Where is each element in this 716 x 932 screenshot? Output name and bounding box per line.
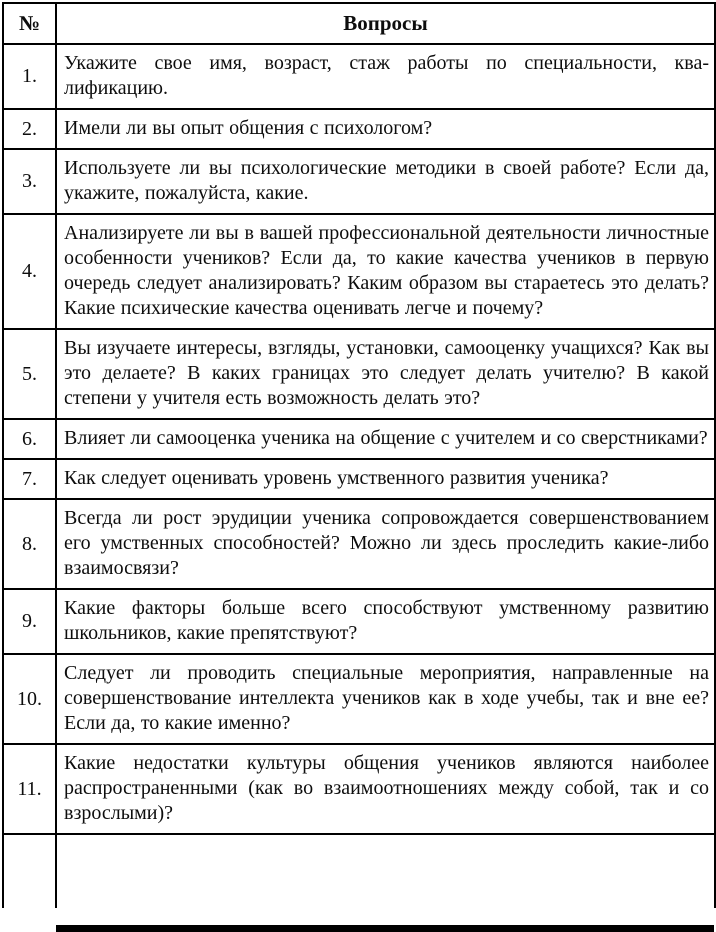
column-header-questions: Вопросы	[56, 3, 715, 44]
cutoff-number-cell	[3, 834, 56, 908]
question-number: 8.	[3, 499, 56, 589]
question-text: Анализируете ли вы в вашей профессиональной деятельности личностные особенности учеников? Если да, то какие качества учеников в первую очередь следует анализировать? Каким образом вы стараетесь это делать? Какие психические качества оценивать легче и почему?	[56, 214, 715, 329]
question-number: 11.	[3, 744, 56, 834]
question-number: 5.	[3, 329, 56, 419]
questions-body	[3, 44, 715, 834]
question-number: 3.	[3, 149, 56, 214]
question-number: 1.	[3, 44, 56, 109]
question-text: Используете ли вы психологические методики в своей работе? Если да, укажите, пожалуйста, какие.	[56, 149, 715, 214]
cutoff-partial-row	[3, 834, 715, 908]
table-row	[3, 654, 715, 744]
question-number: 6.	[3, 419, 56, 459]
question-text: Влияет ли самооценка ученика на общение с учителем и со сверстниками?	[56, 419, 715, 459]
table-row	[3, 149, 715, 214]
question-text: Следует ли проводить специальные мероприятия, направленные на совершенствование интеллекта учеников как в ходе учебы, так и вне ее? Если да, то какие именно?	[56, 654, 715, 744]
question-number: 4.	[3, 214, 56, 329]
question-number: 10.	[3, 654, 56, 744]
cutoff-row-body	[3, 834, 715, 908]
header-row	[3, 3, 715, 44]
table-row	[3, 329, 715, 419]
table-row	[3, 214, 715, 329]
table-row	[3, 459, 715, 499]
table-row	[3, 44, 715, 109]
question-number: 2.	[3, 109, 56, 149]
question-text: Как следует оценивать уровень умственного развития ученика?	[56, 459, 715, 499]
table-row	[3, 744, 715, 834]
question-text: Имели ли вы опыт общения с психологом?	[56, 109, 715, 149]
question-text: Какие факторы больше всего способствуют умственному развитию школьников, какие препятствуют?	[56, 589, 715, 654]
question-text: Вы изучаете интересы, взгляды, установки, самооценку учащихся? Как вы это делаете? В каких границах это следует делать учителю? В какой степени у учителя есть возможность делать это?	[56, 329, 715, 419]
question-text: Всегда ли рост эрудиции ученика сопровождается совершенствованием его умственных способностей? Можно ли здесь проследить какие-либо взаимосвязи?	[56, 499, 715, 589]
next-row-cutoff-band	[56, 925, 714, 932]
question-text: Укажите свое имя, возраст, стаж работы по специальности, квалификацию.	[56, 44, 715, 109]
questions-table	[2, 2, 716, 908]
question-text: Какие недостатки культуры общения учеников являются наиболее распространенными (как во взаимоотношениях между собой, так и со взрослыми)?	[56, 744, 715, 834]
question-number: 9.	[3, 589, 56, 654]
question-number: 7.	[3, 459, 56, 499]
table-row	[3, 419, 715, 459]
column-header-number: №	[3, 3, 56, 44]
table-row	[3, 109, 715, 149]
cutoff-text-cell	[56, 834, 715, 908]
table-row	[3, 589, 715, 654]
table-row	[3, 499, 715, 589]
